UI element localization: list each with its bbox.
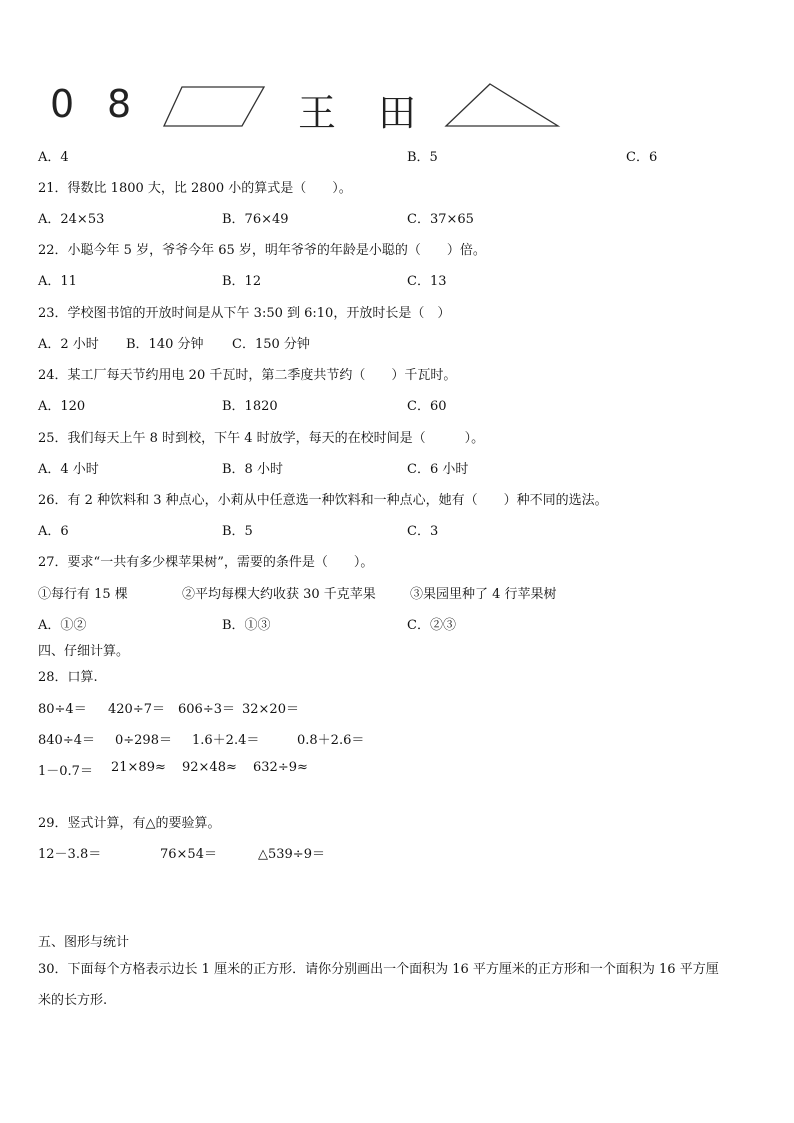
q26-option-a[interactable]: A．6 — [38, 524, 69, 539]
q25-option-c[interactable]: C．6 小时 — [407, 462, 469, 477]
q21-option-a[interactable]: A．24×53 — [38, 212, 105, 227]
q29-stem: 29．竖式计算，有△的要验算。 — [38, 816, 221, 831]
triangle-figure — [442, 80, 562, 130]
q24-option-c[interactable]: C．60 — [407, 399, 447, 414]
section-5-title: 五、图形与统计 — [38, 935, 130, 950]
q22-stem: 22．小聪今年 5 岁，爷爷今年 65 岁，明年爷爷的年龄是小聪的（ ）倍。 — [38, 243, 486, 258]
q24-option-a[interactable]: A．120 — [38, 399, 86, 414]
digit-zero-figure: 0 — [50, 82, 75, 126]
q27-option-a[interactable]: A．①② — [38, 618, 87, 633]
q20-option-c[interactable]: C．6 — [626, 150, 658, 165]
q28-item: 1－0.7＝ — [38, 764, 93, 779]
q27-condition-1: ①每行有 15 棵 — [38, 587, 128, 602]
q26-option-c[interactable]: C．3 — [407, 524, 439, 539]
q22-option-b[interactable]: B．12 — [222, 274, 262, 289]
q29-item: 76×54＝ — [160, 847, 217, 862]
q27-condition-2: ②平均每棵大约收获 30 千克苹果 — [182, 587, 376, 602]
q23-option-c[interactable]: C．150 分钟 — [232, 337, 310, 352]
q26-stem: 26．有 2 种饮料和 3 种点心，小莉从中任意选一种饮料和一种点心，她有（ ）种不同的选法。 — [38, 493, 608, 508]
q27-condition-3: ③果园里种了 4 行苹果树 — [410, 587, 557, 602]
q20-option-b[interactable]: B．5 — [407, 150, 438, 165]
q25-option-b[interactable]: B．8 小时 — [222, 462, 283, 477]
q26-option-b[interactable]: B．5 — [222, 524, 253, 539]
q23-stem: 23．学校图书馆的开放时间是从下午 3:50 到 6:10，开放时长是（ ） — [38, 306, 451, 321]
q28-item: 840÷4＝ — [38, 733, 95, 748]
q28-item: 0÷298＝ — [115, 733, 172, 748]
q23-option-b[interactable]: B．140 分钟 — [126, 337, 204, 352]
char-tian-figure: 田 — [378, 91, 417, 135]
q28-stem: 28．口算. — [38, 670, 98, 685]
section-4-title: 四、仔细计算。 — [38, 644, 130, 659]
q27-option-c[interactable]: C．②③ — [407, 618, 456, 633]
q27-option-b[interactable]: B．①③ — [222, 618, 271, 633]
q21-stem: 21．得数比 1800 大，比 2800 小的算式是（ ）。 — [38, 181, 352, 196]
q22-option-a[interactable]: A．11 — [38, 274, 77, 289]
q30-stem-line2: 米的长方形. — [38, 993, 108, 1008]
q28-item: 32×20＝ — [242, 702, 299, 717]
q20-option-a[interactable]: A．4 — [38, 150, 69, 165]
q28-item: 80÷4＝ — [38, 702, 87, 717]
q29-item: △539÷9＝ — [258, 847, 325, 862]
digit-eight-figure: 8 — [107, 82, 132, 126]
q27-stem: 27．要求“一共有多少棵苹果树”，需要的条件是（ ）。 — [38, 555, 374, 570]
q24-option-b[interactable]: B．1820 — [222, 399, 278, 414]
q28-item: 92×48≈ — [182, 760, 237, 775]
q25-option-a[interactable]: A．4 小时 — [38, 462, 99, 477]
q30-stem-line1: 30．下面每个方格表示边长 1 厘米的正方形．请你分别画出一个面积为 16 平方厘米的正方形和一个面积为 16 平方厘 — [38, 962, 719, 977]
q28-item: 420÷7＝ — [108, 702, 165, 717]
q21-option-c[interactable]: C．37×65 — [407, 212, 474, 227]
q22-option-c[interactable]: C．13 — [407, 274, 447, 289]
q28-item: 606÷3＝ — [178, 702, 235, 717]
q28-item: 1.6＋2.4＝ — [192, 733, 260, 748]
q24-stem: 24．某工厂每天节约用电 20 千瓦时，第二季度共节约（ ）千瓦时。 — [38, 368, 457, 383]
q28-item: 21×89≈ — [111, 760, 166, 775]
q21-option-b[interactable]: B．76×49 — [222, 212, 289, 227]
q28-item: 0.8＋2.6＝ — [297, 733, 365, 748]
q25-stem: 25．我们每天上午 8 时到校，下午 4 时放学，每天的在校时间是（ ）。 — [38, 431, 485, 446]
char-wang-figure: 王 — [298, 91, 337, 135]
q29-item: 12－3.8＝ — [38, 847, 102, 862]
parallelogram-figure — [160, 84, 268, 130]
q28-item: 632÷9≈ — [253, 760, 308, 775]
q23-option-a[interactable]: A．2 小时 — [38, 337, 99, 352]
